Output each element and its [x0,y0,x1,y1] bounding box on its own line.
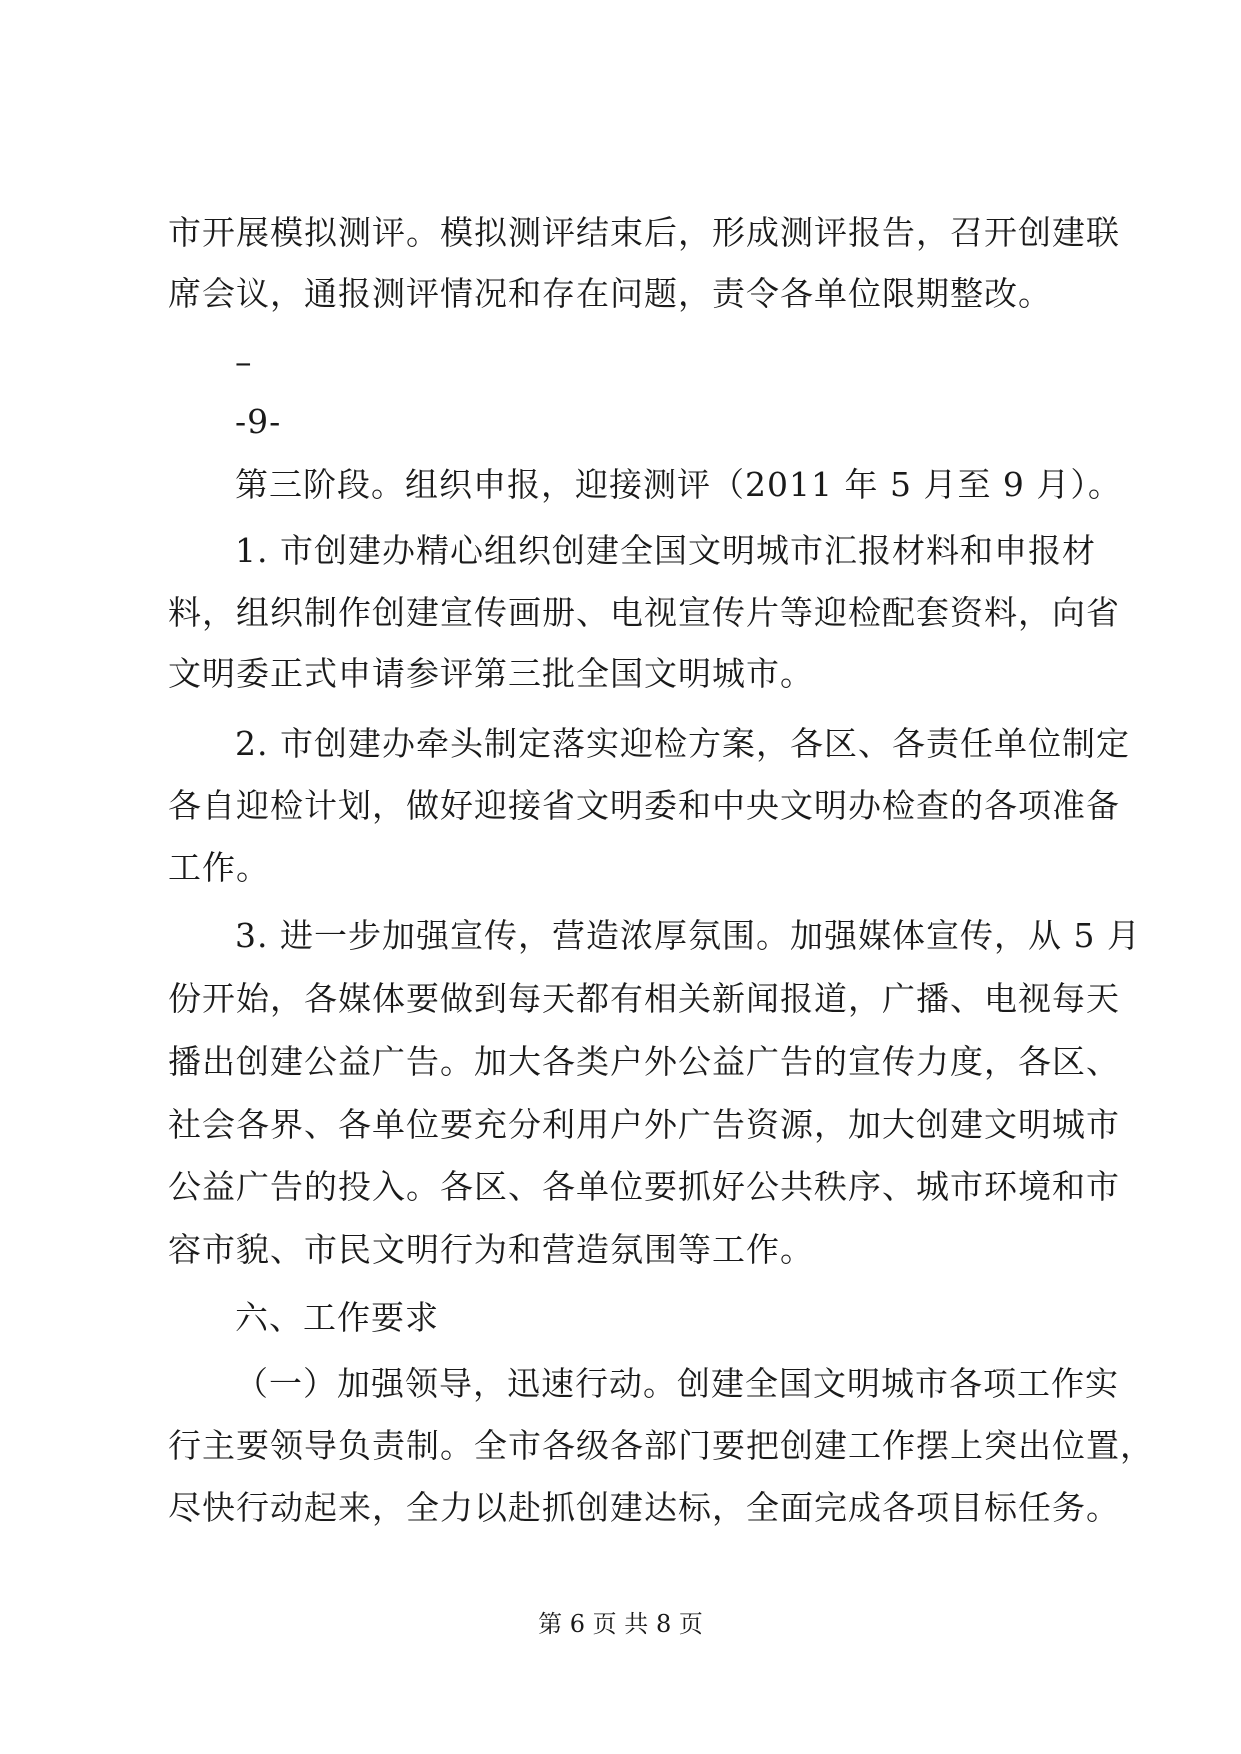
paragraph-line: 份开始，各媒体要做到每天都有相关新闻报道，广播、电视每天 [168,979,1120,1018]
paragraph-line: 播出创建公益广告。加大各类户外公益广告的宣传力度，各区、 [168,1042,1120,1081]
paragraph-line: 3. 进一步加强宣传，营造浓厚氛围。加强媒体宣传，从 5 月 [235,916,1141,955]
paragraph-line: 席会议，通报测评情况和存在问题，责令各单位限期整改。 [168,274,1052,313]
page-marker: -9- [235,402,282,441]
page-footer: 第 6 页 共 8 页 [538,1610,703,1638]
paragraph-line: 文明委正式申请参评第三批全国文明城市。 [168,654,814,693]
section-heading: 六、工作要求 [235,1298,439,1337]
paragraph-line: 尽快行动起来，全力以赴抓创建达标，全面完成各项目标任务。 [168,1488,1120,1527]
paragraph-line: 工作。 [168,848,270,887]
paragraph-line: 容市貌、市民文明行为和营造氛围等工作。 [168,1230,814,1269]
paragraph-line: 各自迎检计划，做好迎接省文明委和中央文明办检查的各项准备 [168,786,1120,825]
paragraph-line: 市开展模拟测评。模拟测评结束后，形成测评报告，召开创建联 [168,213,1120,252]
paragraph-line: 1. 市创建办精心组织创建全国文明城市汇报材料和申报材 [235,531,1096,570]
paragraph-line: 料，组织制作创建宣传画册、电视宣传片等迎检配套资料，向省 [168,593,1120,632]
separator-dash: – [235,342,253,381]
paragraph-line: 公益广告的投入。各区、各单位要抓好公共秩序、城市环境和市 [168,1167,1120,1206]
paragraph-line: （一）加强领导，迅速行动。创建全国文明城市各项工作实 [235,1364,1119,1403]
paragraph-line: 行主要领导负责制。全市各级各部门要把创建工作摆上突出位置， [168,1426,1154,1465]
paragraph-line: 第三阶段。组织申报，迎接测评（2011 年 5 月至 9 月）。 [235,465,1122,504]
paragraph-line: 社会各界、各单位要充分利用户外广告资源，加大创建文明城市 [168,1105,1120,1144]
paragraph-line: 2. 市创建办牵头制定落实迎检方案，各区、各责任单位制定 [235,724,1130,763]
